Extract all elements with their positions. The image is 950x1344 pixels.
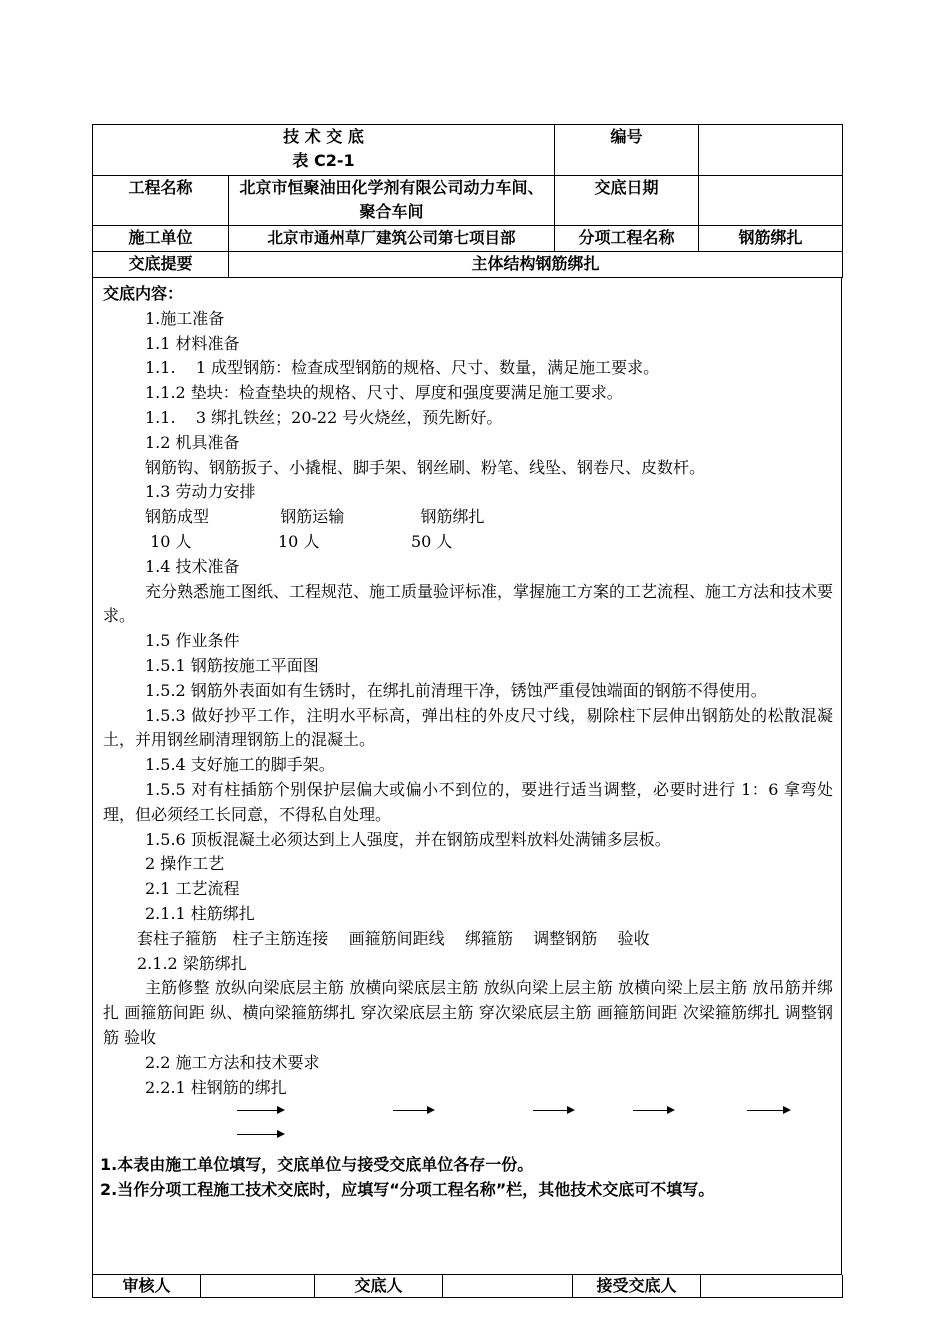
form-notes <box>100 1152 714 1202</box>
disclosure-content <box>92 278 842 1275</box>
number-value <box>699 125 843 176</box>
construction-unit-label: 施工单位 <box>93 226 229 252</box>
summary-label: 交底提要 <box>93 252 229 278</box>
content-line: 1.1.2 垫块：检查垫块的规格、尺寸、厚度和强度要满足施工要求。 <box>145 383 623 403</box>
form-title-cell <box>93 125 555 176</box>
content-line: 2 操作工艺 <box>145 854 225 874</box>
flow-arrow-icon <box>633 1110 673 1111</box>
disclosure-date-value <box>699 176 843 226</box>
note-line: 1.本表由施工单位填写，交底单位与接受交底单位各存一份。 <box>100 1155 534 1174</box>
subproject-name-label: 分项工程名称 <box>555 226 699 252</box>
content-line: 2.1.1 柱筋绑扎 <box>145 903 255 923</box>
summary-value: 主体结构钢筋绑扎 <box>229 252 843 278</box>
content-line: 2.1 工艺流程 <box>145 879 240 899</box>
receiver-value <box>701 1275 843 1298</box>
form-title: 技 术 交 底 <box>283 127 364 146</box>
flow-arrow-icon <box>393 1110 433 1111</box>
receiver-label: 接受交底人 <box>573 1275 701 1298</box>
form-code: 表 C2-1 <box>292 151 355 170</box>
content-line: 1.3 劳动力安排 <box>145 482 256 502</box>
labor-counts: 10 人 10 人 50 人 <box>145 531 453 551</box>
beam-process-flow: 主筋修整 放纵向梁底层主筋 放横向梁底层主筋 放纵向梁上层主筋 放横向梁上层主筋 放吊筋并绑扎 画箍筋间距 纵、横向梁箍筋绑扎 穿次梁底层主筋 穿次梁底层主筋 画箍筋间距 次梁箍筋绑扎 调整钢筋 验收 <box>103 978 833 1047</box>
content-paragraph: 1.5.3 做好抄平工作，注明水平标高，弹出柱的外皮尺寸线，剔除柱下层伸出钢筋处的松散混凝土，并用钢丝刷清理钢筋上的混凝土。 <box>103 705 833 750</box>
discloser-label: 交底人 <box>315 1275 443 1298</box>
content-line: 1.5.6 顶板混凝土必须达到上人强度，并在钢筋成型料放料处满铺多层板。 <box>145 829 671 849</box>
reviewer-label: 审核人 <box>93 1275 201 1298</box>
reviewer-value <box>201 1275 315 1298</box>
construction-unit-value: 北京市通州草厂建筑公司第七项目部 <box>229 226 555 252</box>
disclosure-date-label: 交底日期 <box>555 176 699 226</box>
discloser-value <box>443 1275 573 1298</box>
column-process-flow: 套柱子箍筋 柱子主筋连接 画箍筋间距线 绑箍筋 调整钢筋 验收 <box>137 928 650 948</box>
technical-disclosure-form <box>92 124 842 1298</box>
content-line: 2.2.1 柱钢筋的绑扎 <box>145 1077 287 1097</box>
flow-arrow-icon <box>533 1110 573 1111</box>
content-paragraph: 充分熟悉施工图纸、工程规范、施工质量验评标准，掌握施工方案的工艺流程、施工方法和技术要求。 <box>103 581 834 626</box>
subproject-name-value: 钢筋绑扎 <box>699 226 843 252</box>
content-line: 1.2 机具准备 <box>145 432 240 452</box>
flow-arrow-icon <box>237 1134 283 1135</box>
content-line: 1.5.4 支好施工的脚手架。 <box>145 755 335 775</box>
note-line: 2.当作分项工程施工技术交底时，应填写“分项工程名称”栏，其他技术交底可不填写。 <box>100 1180 715 1199</box>
content-line: 钢筋钩、钢筋扳子、小撬棍、脚手架、钢丝刷、粉笔、线坠、钢卷尺、皮数杆。 <box>145 457 706 477</box>
project-name-value: 北京市恒聚油田化学剂有限公司动力车间、聚合车间 <box>229 176 555 226</box>
content-line: 1.5 作业条件 <box>145 631 240 651</box>
flow-arrow-icon <box>747 1110 789 1111</box>
flow-arrow-icon <box>237 1110 283 1111</box>
project-name-label: 工程名称 <box>93 176 229 226</box>
header-table <box>92 124 843 278</box>
labor-roles: 钢筋成型 钢筋运输 钢筋绑扎 <box>145 507 485 527</box>
number-label: 编号 <box>555 125 699 176</box>
content-line: 1.4 技术准备 <box>145 556 240 576</box>
content-line: 1.1. 1 成型钢筋：检查成型钢筋的规格、尺寸、数量，满足施工要求。 <box>145 358 660 378</box>
content-line: 1.5.1 钢筋按施工平面图 <box>145 655 319 675</box>
content-paragraph: 1.5.5 对有柱插筋个别保护层偏大或偏小不到位的，要进行适当调整，必要时进行 1：6 拿弯处理，但必须经工长同意，不得私自处理。 <box>103 779 833 824</box>
content-line: 1.1 材料准备 <box>145 333 240 353</box>
content-paragraph: 1.5.2 钢筋外表面如有生锈时，在绑扎前清理干净，锈蚀严重侵蚀端面的钢筋不得使用。 <box>145 680 767 700</box>
content-line: 1.施工准备 <box>145 308 225 328</box>
signature-table <box>92 1275 843 1298</box>
content-label: 交底内容： <box>103 284 184 303</box>
content-line: 1.1. 3 绑扎铁丝；20-22 号火烧丝，预先断好。 <box>145 407 503 427</box>
content-line: 2.1.2 梁筋绑扎 <box>137 953 247 973</box>
content-line: 2.2 施工方法和技术要求 <box>145 1052 320 1072</box>
